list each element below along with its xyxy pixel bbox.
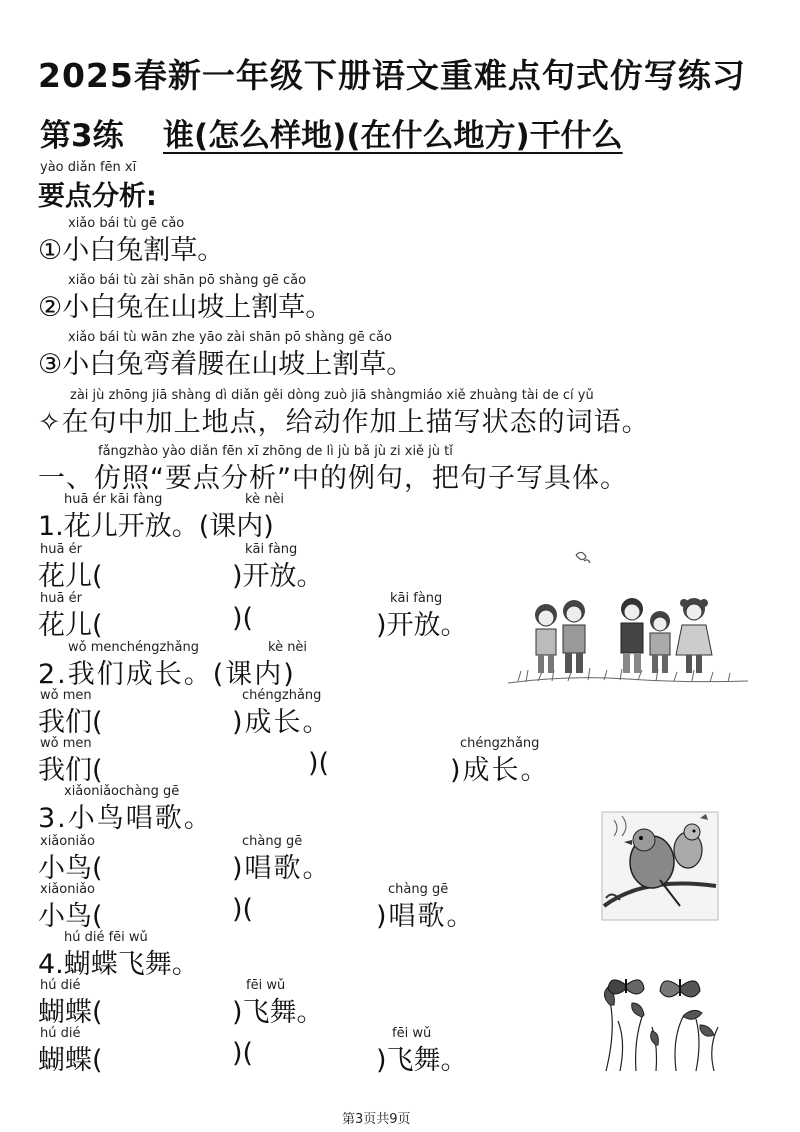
example-pinyin: xiǎo bái tù wān zhe yāo zài shān pō shàng gē cǎo bbox=[68, 330, 392, 345]
blank-line-pinyin: huā ér bbox=[40, 542, 82, 557]
page-title: 2025春新一年级下册语文重难点句式仿写练习 bbox=[38, 56, 746, 95]
blank-line-pinyin: chéngzhǎng bbox=[460, 736, 540, 751]
example-pinyin: xiǎo bái tù zài shān pō shàng gē cǎo bbox=[68, 273, 307, 288]
blank-line-pinyin: hú dié bbox=[40, 1026, 81, 1041]
blank-line-pinyin: wǒ men bbox=[40, 736, 92, 751]
question-pinyin-note: kè nèi bbox=[268, 640, 308, 655]
blank-line-pinyin: hú dié bbox=[40, 978, 81, 993]
blank-line-end: )飞舞。 bbox=[232, 997, 324, 1028]
question-sentence: 4.蝴蝶飞舞。 bbox=[38, 949, 199, 980]
blank-line-middle: )( bbox=[232, 603, 254, 634]
exercise-number: 第3练 bbox=[40, 118, 124, 154]
blank-line-pinyin: fēi wǔ bbox=[392, 1026, 432, 1041]
key-analysis-pinyin: yào diǎn fēn xī bbox=[40, 160, 137, 175]
example-sentence: ③小白兔弯着腰在山坡上割草。 bbox=[38, 349, 414, 380]
example-sentence: ②小白兔在山坡上割草。 bbox=[38, 292, 333, 323]
blank-line-start: 蝴蝶( bbox=[38, 997, 103, 1028]
blank-line-start: 小鸟( bbox=[38, 853, 103, 884]
question-pinyin: hú dié fēi wǔ bbox=[64, 930, 148, 945]
blank-line-end: )开放。 bbox=[232, 561, 324, 592]
exercise-pattern: 谁(怎么样地)(在什么地方)干什么 bbox=[163, 118, 623, 154]
blank-line-pinyin: fēi wǔ bbox=[246, 978, 286, 993]
blank-line-start: 我们( bbox=[38, 707, 103, 738]
page-number: 第3页共9页 bbox=[342, 1112, 411, 1127]
blank-line-pinyin: xiǎoniǎo bbox=[40, 882, 95, 897]
blank-line-pinyin: kāi fàng bbox=[390, 591, 443, 606]
question-sentence: 2.我们成长。(课内) bbox=[38, 659, 296, 690]
question-pinyin: huā ér kāi fàng bbox=[64, 492, 163, 507]
example-pinyin: xiǎo bái tù gē cǎo bbox=[68, 216, 185, 231]
blank-line-end: )飞舞。 bbox=[376, 1045, 468, 1076]
blank-line-pinyin: wǒ men bbox=[40, 688, 92, 703]
tip-pinyin: zài jù zhōng jiā shàng dì diǎn gěi dòng zuò jiā shàngmiáo xiě zhuàng tài de cí yǔ bbox=[70, 388, 594, 403]
example-sentence: ①小白兔割草。 bbox=[38, 235, 225, 266]
question-sentence: 3.小鸟唱歌。 bbox=[38, 803, 213, 834]
birds-illustration bbox=[600, 810, 720, 922]
blank-line-start: 花儿( bbox=[38, 561, 103, 592]
tip-text: ✧在句中加上地点，给动作加上描写状态的词语。 bbox=[38, 407, 650, 438]
blank-line-middle: )( bbox=[308, 748, 330, 779]
blank-line-end: )成长。 bbox=[450, 755, 550, 786]
blank-line-middle: )( bbox=[232, 1038, 254, 1069]
blank-line-end: )开放。 bbox=[376, 610, 468, 641]
blank-line-start: 蝴蝶( bbox=[38, 1045, 103, 1076]
blank-line-pinyin: huā ér bbox=[40, 591, 82, 606]
question-pinyin: wǒ menchéngzhǎng bbox=[68, 640, 200, 655]
blank-line-pinyin: xiǎoniǎo bbox=[40, 834, 95, 849]
blank-line-end: )唱歌。 bbox=[376, 901, 476, 932]
section-heading-pinyin: fǎngzhào yào diǎn fēn xī zhōng de lì jù bǎ jù zi xiě jù tǐ bbox=[98, 444, 453, 459]
blank-line-end: )成长。 bbox=[232, 707, 332, 738]
blank-line-pinyin: chàng gē bbox=[242, 834, 303, 849]
blank-line-end: )唱歌。 bbox=[232, 853, 332, 884]
blank-line-start: 我们( bbox=[38, 755, 103, 786]
blank-line-pinyin: chàng gē bbox=[388, 882, 449, 897]
children-illustration bbox=[508, 545, 748, 690]
blank-line-middle: )( bbox=[232, 894, 254, 925]
key-analysis-label: 要点分析: bbox=[38, 181, 157, 212]
blank-line-start: 小鸟( bbox=[38, 901, 103, 932]
question-sentence: 1.花儿开放。(课内) bbox=[38, 511, 274, 542]
section-heading: 一、仿照“要点分析”中的例句，把句子写具体。 bbox=[38, 463, 628, 494]
question-pinyin: xiǎoniǎochàng gē bbox=[64, 784, 180, 799]
blank-line-start: 花儿( bbox=[38, 610, 103, 641]
question-pinyin-note: kè nèi bbox=[245, 492, 285, 507]
blank-line-pinyin: kāi fàng bbox=[245, 542, 298, 557]
butterflies-illustration bbox=[596, 965, 726, 1073]
blank-line-pinyin: chéngzhǎng bbox=[242, 688, 322, 703]
